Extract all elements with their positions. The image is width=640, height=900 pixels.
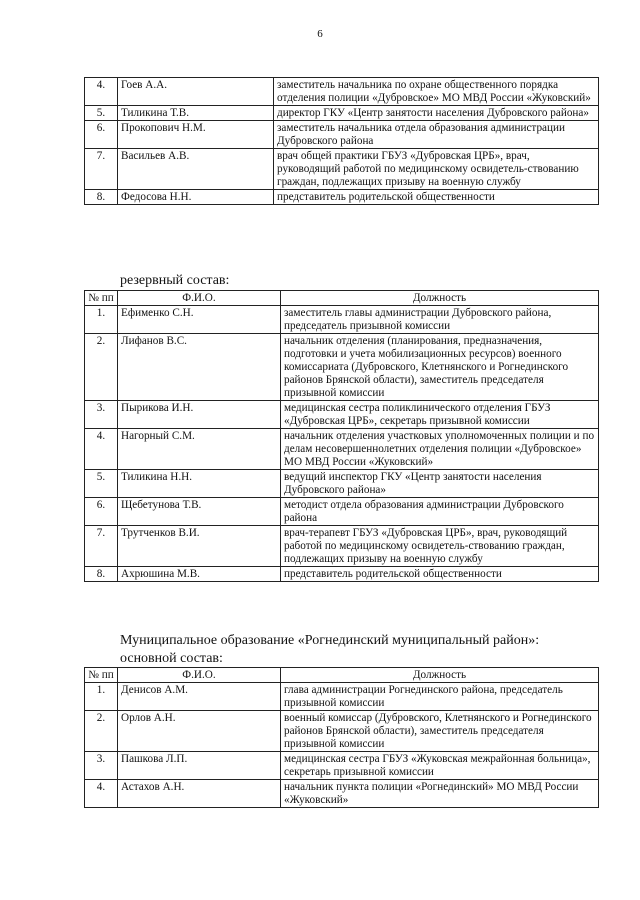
member-position: начальник пункта полиции «Рогнединский» МО МВД России «Жуковский» xyxy=(281,780,599,808)
member-position: начальник отделения участковых уполномоченных полиции и по делам несовершеннолетних отделения полиции «Дубровское» МО МВД России «Жуковский» xyxy=(281,429,599,470)
column-header-number: № пп xyxy=(85,291,118,306)
main-members-table xyxy=(84,667,599,808)
table-row xyxy=(85,498,599,526)
column-header-position: Должность xyxy=(281,668,599,683)
member-position: ведущий инспектор ГКУ «Центр занятости населения Дубровского района» xyxy=(281,470,599,498)
row-number: 5. xyxy=(85,470,118,498)
row-number: 7. xyxy=(85,526,118,567)
member-name: Ахрюшина М.В. xyxy=(118,567,281,582)
member-name: Нагорный С.М. xyxy=(118,429,281,470)
column-header-name: Ф.И.О. xyxy=(118,291,281,306)
member-name: Тиликина Т.В. xyxy=(118,106,274,121)
member-position: методист отдела образования администрации Дубровского района xyxy=(281,498,599,526)
table-header-row xyxy=(85,668,599,683)
member-name: Тиликина Н.Н. xyxy=(118,470,281,498)
table-row xyxy=(85,752,599,780)
member-name: Трутченков В.И. xyxy=(118,526,281,567)
member-name: Щебетунова Т.В. xyxy=(118,498,281,526)
table-row xyxy=(85,149,599,190)
member-position: заместитель начальника отдела образования администрации Дубровского района xyxy=(274,121,599,149)
member-name: Пашкова Л.П. xyxy=(118,752,281,780)
table-row xyxy=(85,567,599,582)
row-number: 5. xyxy=(85,106,118,121)
row-number: 6. xyxy=(85,121,118,149)
member-position: директор ГКУ «Центр занятости населения Дубровского района» xyxy=(274,106,599,121)
member-name: Орлов А.Н. xyxy=(118,711,281,752)
member-name: Ефименко С.Н. xyxy=(118,306,281,334)
member-name: Прокопович Н.М. xyxy=(118,121,274,149)
member-position: глава администрации Рогнединского района, председатель призывной комиссии xyxy=(281,683,599,711)
member-position: представитель родительской общественности xyxy=(281,567,599,582)
row-number: 3. xyxy=(85,752,118,780)
row-number: 4. xyxy=(85,780,118,808)
table-row xyxy=(85,190,599,205)
table-row xyxy=(85,683,599,711)
row-number: 8. xyxy=(85,190,118,205)
member-name: Лифанов В.С. xyxy=(118,334,281,401)
member-position: начальник отделения (планирования, предназначения, подготовки и учета мобилизационных ресурсов) военного комиссариата (Дубровского, Клетнянского и Рогнединского районов Брянской области), заместитель председателя призывной комиссии xyxy=(281,334,599,401)
row-number: 1. xyxy=(85,306,118,334)
row-number: 4. xyxy=(85,429,118,470)
table-row xyxy=(85,78,599,106)
column-header-name: Ф.И.О. xyxy=(118,668,281,683)
page-number: 6 xyxy=(317,28,323,40)
member-name: Астахов А.Н. xyxy=(118,780,281,808)
member-position: военный комиссар (Дубровского, Клетнянского и Рогнединского районов Брянской области), заместитель председателя призывной комиссии xyxy=(281,711,599,752)
member-position: медицинская сестра поликлинического отделения ГБУЗ «Дубровская ЦРБ», секретарь призывной комиссии xyxy=(281,401,599,429)
row-number: 2. xyxy=(85,334,118,401)
table-row xyxy=(85,306,599,334)
table-row xyxy=(85,526,599,567)
main-composition-heading: основной состав: xyxy=(120,651,223,666)
row-number: 3. xyxy=(85,401,118,429)
table-row xyxy=(85,106,599,121)
member-name: Федосова Н.Н. xyxy=(118,190,274,205)
table-row xyxy=(85,780,599,808)
row-number: 2. xyxy=(85,711,118,752)
member-position: врач общей практики ГБУЗ «Дубровская ЦРБ», врач, руководящий работой по медицинскому освидетель-ствованию граждан, подлежащих призыву на военную службу xyxy=(274,149,599,190)
municipality-heading: Муниципальное образование «Рогнединский муниципальный район»: xyxy=(120,633,540,648)
table-row xyxy=(85,334,599,401)
row-number: 7. xyxy=(85,149,118,190)
row-number: 1. xyxy=(85,683,118,711)
member-position: заместитель начальника по охране общественного порядка отделения полиции «Дубровское» МО МВД России «Жуковский» xyxy=(274,78,599,106)
table-row xyxy=(85,401,599,429)
row-number: 4. xyxy=(85,78,118,106)
member-position: представитель родительской общественности xyxy=(274,190,599,205)
row-number: 8. xyxy=(85,567,118,582)
member-position: заместитель главы администрации Дубровского района, председатель призывной комиссии xyxy=(281,306,599,334)
members-table-continued xyxy=(84,77,599,205)
reserve-heading: резервный состав: xyxy=(120,273,230,288)
member-position: медицинская сестра ГБУЗ «Жуковская межрайонная больница», секретарь призывной комиссии xyxy=(281,752,599,780)
member-name: Денисов А.М. xyxy=(118,683,281,711)
member-position: врач-терапевт ГБУЗ «Дубровская ЦРБ», врач, руководящий работой по медицинскому освидетель-ствованию граждан, подлежащих призыву на военную службу xyxy=(281,526,599,567)
row-number: 6. xyxy=(85,498,118,526)
column-header-position: Должность xyxy=(281,291,599,306)
column-header-number: № пп xyxy=(85,668,118,683)
table-row xyxy=(85,121,599,149)
member-name: Васильев А.В. xyxy=(118,149,274,190)
member-name: Пырикова И.Н. xyxy=(118,401,281,429)
table-row xyxy=(85,711,599,752)
reserve-members-table xyxy=(84,290,599,582)
member-name: Гоев А.А. xyxy=(118,78,274,106)
table-header-row xyxy=(85,291,599,306)
table-row xyxy=(85,470,599,498)
table-row xyxy=(85,429,599,470)
